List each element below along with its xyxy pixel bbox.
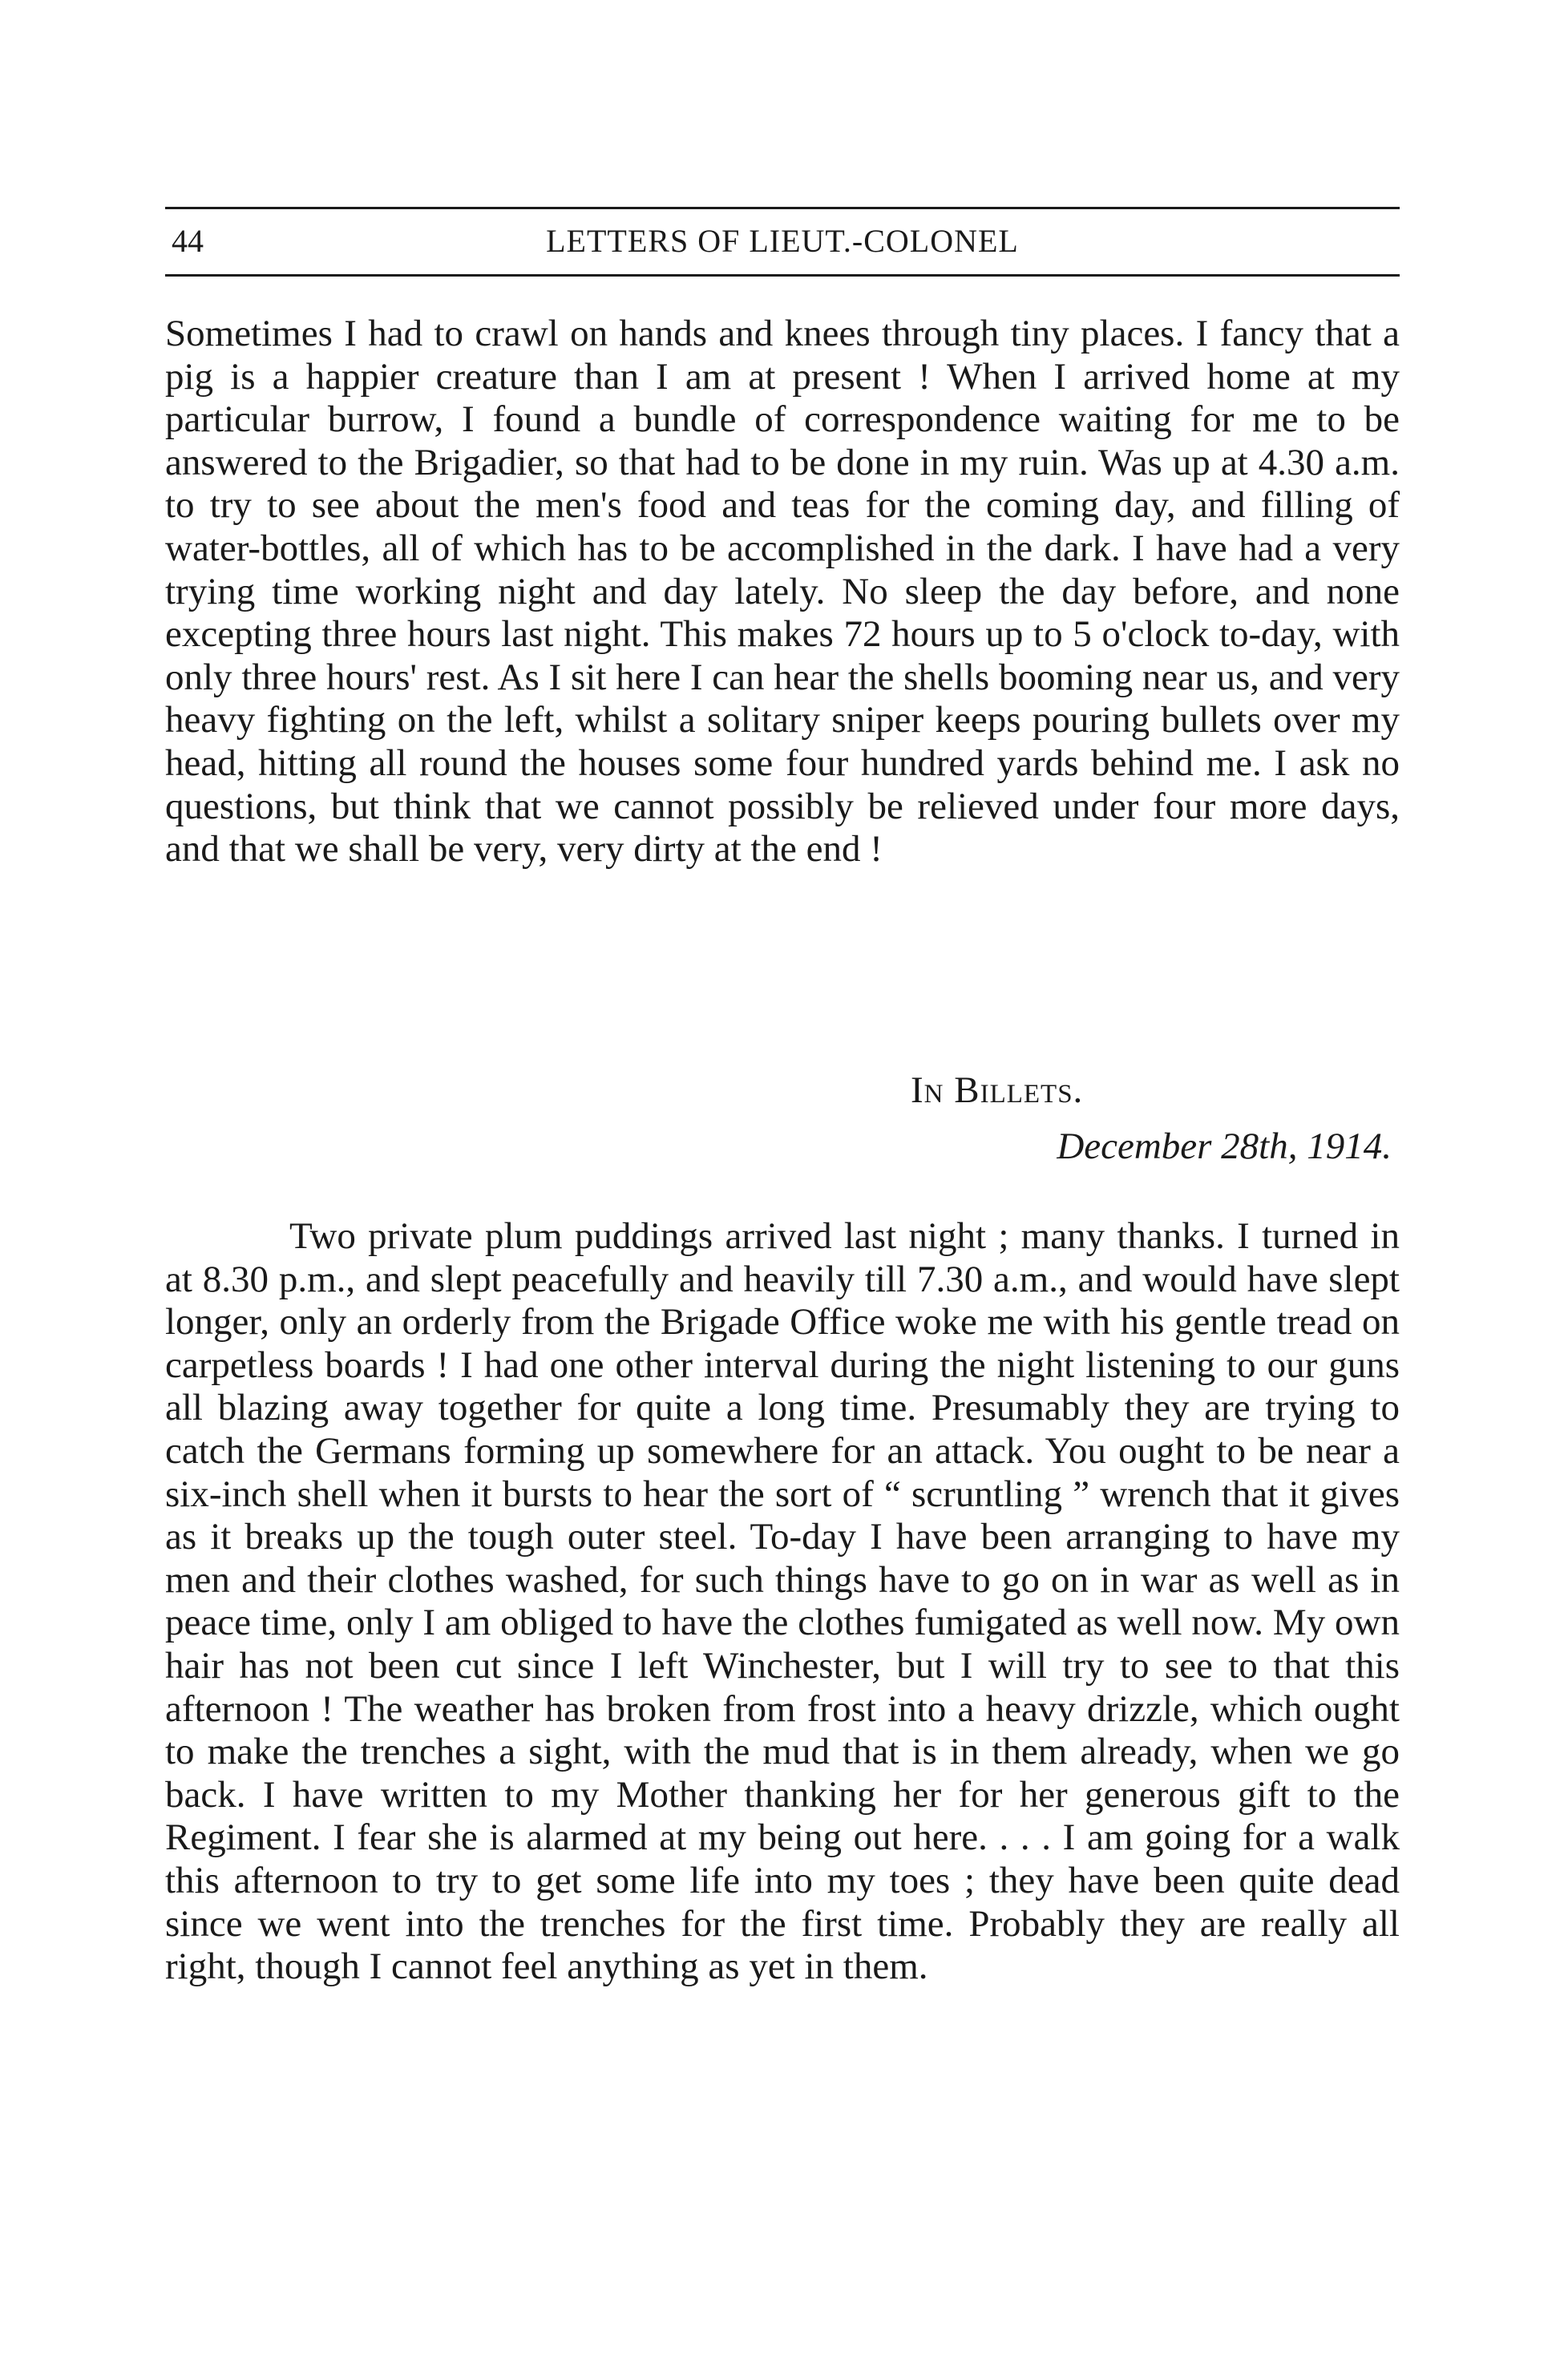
- header-rule-top: [165, 207, 1400, 209]
- header-rule-bottom: [165, 274, 1400, 277]
- new-letter-paragraph: Two private plum puddings arrived last night ; many thanks. I turned in at 8.30 p.m., and slept peacefully and heavily till 7.30 a.m., and would have slept longer, only an orderly from the Brigade Office woke me with his gentle tread on carpetless boards ! I had one other interval during the night listening to our guns all blazing away together for quite a long time. Presumably they are trying to catch the Germans forming up somewhere for an attack. You ought to be near a six-inch shell when it bursts to hear the sort of “ scruntling ” wrench that it gives as it breaks up the tough outer steel. To-day I have been arranging to have my men and their clothes washed, for such things have to go on in war as well as in peace time, only I am obliged to have the clothes fumigated as well now. My own hair has not been cut since I left Winchester, but I will try to see to that this afternoon ! The weather has broken from frost into a heavy drizzle, which ought to make the trenches a sight, with the mud that is in them already, when we go back. I have written to my Mother thanking her for her generous gift to the Regiment. I fear she is alarmed at my being out here. . . . I am going for a walk this afternoon to try to get some life into my toes ; they have been quite dead since we went into the trenches for the first time. Probably they are really all right, though I cannot feel anything as yet in them.: [165, 1215, 1400, 1988]
- page-number: 44: [172, 223, 204, 259]
- letter-date: December 28th, 1914.: [1057, 1125, 1392, 1167]
- letter-place-heading: In Billets.: [911, 1069, 1084, 1111]
- running-head-title: LETTERS OF LIEUT.-COLONEL: [546, 223, 1019, 259]
- book-page: [165, 0, 1400, 2380]
- running-header: [165, 215, 1400, 268]
- letter-continued-paragraph: Sometimes I had to crawl on hands and knees through tiny places. I fancy that a pig is a happier creature than I am at present ! When I arrived home at my particular burrow, I found a bundle of correspondence waiting for me to be answered to the Brigadier, so that had to be done in my ruin. Was up at 4.30 a.m. to try to see about the men's food and teas for the coming day, and filling of water-bottles, all of which has to be accomplished in the dark. I have had a very trying time working night and day lately. No sleep the day before, and none excepting three hours last night. This makes 72 hours up to 5 o'clock to-day, with only three hours' rest. As I sit here I can hear the shells booming near us, and very heavy fighting on the left, whilst a solitary sniper keeps pouring bullets over my head, hitting all round the houses some four hundred yards behind me. I ask no questions, but think that we cannot possibly be relieved under four more days, and that we shall be very, very dirty at the end !: [165, 313, 1400, 871]
